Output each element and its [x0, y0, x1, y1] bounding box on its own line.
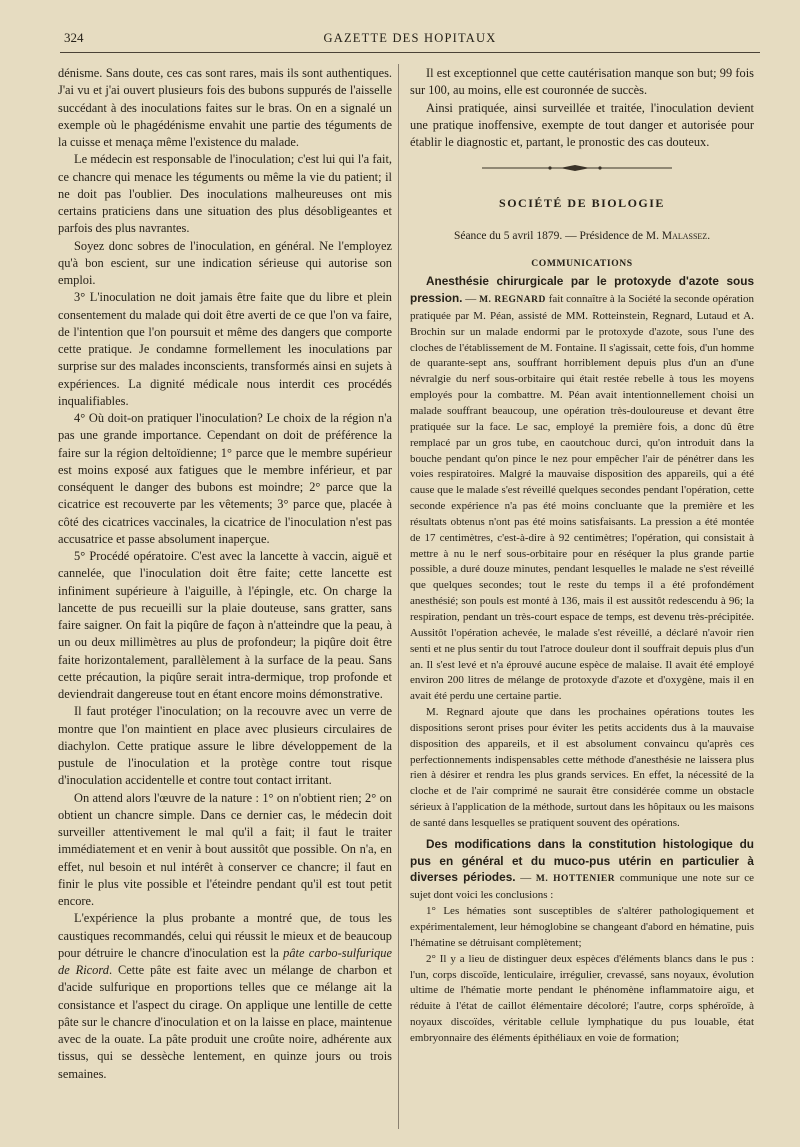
paragraph: Le médecin est responsable de l'inoculation; c'est lui qui l'a fait, ce chancre qui menace les téguments ou même la vie du patient; il ne doit pas l'oublier. Des inoculations malheureuses ont mis certains praticiens dans une situation des plus désobligeantes et parfois des plus navrantes.	[58, 152, 392, 236]
article-title: Anesthésie chirurgicale par le protoxyde d'azote sous pression.	[410, 274, 754, 306]
session-end: .	[707, 229, 711, 242]
dash: —	[515, 872, 536, 885]
conclusion-item: 2° Il y a lieu de distinguer deux espèces d'éléments blancs dans le pus : l'un, corps discoïde, lenticulaire, irrégulier, crevassé, sans noyaux, évolution ultime de l'hématie morte pendant le phénomène inflammatoire aigu, et réduite à l'état de caillot élémentaire décoloré; l'autre, corps sphéroïde, à noyaux discoïdes, véritable cellule lymphatique du pus louable, état embryonnaire des éléments épithéliaux en voie de formation;	[410, 952, 754, 1044]
paragraph: Il est exceptionnel que cette cautérisation manque son but; 99 fois sur 100, au moins, elle est couronnée de succès.	[410, 66, 754, 98]
article-title: Des modifications dans la constitution histologique du pus en général et du muco-pus utérin en particulier à diverses périodes.	[410, 836, 754, 885]
page-number: 324	[64, 30, 84, 45]
paragraph: Ainsi pratiquée, ainsi surveillée et traitée, l'inoculation devient une pratique inoffensive, exempte de tout danger et autorisée pour établir le diagnostic et, partant, le pronostic des cas douteux.	[410, 100, 754, 149]
session-text: Séance du 5 avril 1879. — Présidence de M.	[453, 229, 662, 242]
text-run: . Cette pâte est faite avec un mélange de charbon et d'acide sulfurique en proportions telles que ce mélange ait la consistance et l'aspect du cirage. On applique une lentille de cette pâte sur le chancre d'inoculation et on la laisse en place, maintenue avec de la ouate. La pâte produit une croûte noire, adhérente aux tissus, qui se dessèche lentement, en quinze jours ou trois semaines.	[58, 963, 393, 1081]
section-ornament	[410, 160, 750, 176]
article-anesthesie	[410, 274, 754, 705]
left-column	[58, 65, 392, 1083]
column-divider	[398, 64, 399, 1129]
article-body: fait connaître à la Société la seconde opération pratiquée par M. Péan, assisté de MM. Rotteinstein, Regnard, Lutaud et A. Brochin sur un malade endormi par le protoxyde d'azote, sous l'une des cloches de l'établissement de M. Fontaine. Il s'agissait, cette fois, d'un homme de quarante-sept ans, souffrant horriblement depuis plus d'un an d'une névralgie du nerf sous-orbitaire qui était restée rebelle à tous les moyens employés pour la combattre. M. Péan avait intentionnellement choisi un malade souffrant beaucoup, une opération très-douloureuse et devant être pratiquée sur la face. Le sac, employé la première fois, a donc dû être remplacé par un gros tube, en caoutchouc durci, qu'on introduit dans la bouche pendant qu'on pince le nez pour empêcher l'air de pénétrer dans les voies respiratoires. Malgré la mauvaise disposition des appareils, qui a été cause que le malade s'est réveillé quelques secondes pendant l'opération, cette seconde expérience n'a pas été moins concluante que la première et les résultats obtenus n'ont pas été moins satisfaisants. La pression a été montée de 17 centimètres, c'est-à-dire à 92 centimètres; l'opération, qui consistait à mettre à nu le nerf sous-orbitaire pour en réséquer la plus grande partie possible, a duré douze minutes, pendant lesquelles le malade ne s'est réveillé que quelques secondes; tout le reste du temps il a été profondément anesthésié; son pouls est monté à 136, mais il est aussitôt redescendu à 96; la respiration, pendant un très-court espace de temps, est devenu très-précipitée. Aussitôt l'opération achevée, le malade s'est réveillé, a déclaré n'avoir rien senti et ne plus sentir du tout l'atroce douleur dont il souffrait depuis plus d'un an. Il s'est levé et n'a éprouvé aucune espèce de malaise. Il avait été employé environ 200 litres de mélange de protoxyde d'azote et d'oxygène, mais il en avait été perdu une certaine partie.	[410, 293, 755, 703]
paragraph	[58, 910, 392, 1083]
subheading: COMMUNICATIONS	[531, 258, 633, 269]
session-line	[410, 228, 754, 245]
paragraph: Soyez donc sobres de l'inoculation, en général. Ne l'employez qu'à bon escient, sur une indication sérieuse qui autorise son emploi.	[58, 238, 392, 287]
paragraph: On attend alors l'œuvre de la nature : 1° on n'obtient rien; 2° on obtient un chancre simple. Dans ce dernier cas, le médecin doit surveiller attentivement le mal qu'il a fait; il faut le traiter immédiatement et en venir à bout aussitôt que possible. On n'a, en effet, nul besoin et nul intérêt à conserver ce chancre; il faut en finir le plus vite possible et l'éteindre pendant qu'il est tout petit encore.	[58, 790, 392, 908]
journal-title: GAZETTE DES HOPITAUX	[323, 31, 497, 45]
conclusion-item: 1° Les hématies sont susceptibles de s'altérer pathologiquement et expérimentalement, leur hémoglobine se changeant d'abord en hématine, puis l'hématine se détruisant complètement;	[410, 905, 754, 949]
paragraph: M. Regnard ajoute que dans les prochaines opérations toutes les dispositions seront prises pour éviter les petits accidents dus à la mauvaise disposition des appareils, et il est absolument convaincu qu'après ces perfectionnements indispensables cette méthode d'anesthésie ne laissera plus rien à désirer et rendra les plus grands services. En effet, la nécessité de la cloche et de l'air comprimé ne saurait être considérée comme un obstacle sérieux à l'application de la méthode, surtout dans les hôpitaux ou les maisons de santé dans lesquelles se pratiquent souvent des opérations.	[410, 706, 754, 829]
paragraph: Il faut protéger l'inoculation; on la recouvre avec un verre de montre que l'on maintient en place avec plusieurs circulaires de diachylon. Cette pratique assure le libre développement de la pustule de l'inoculation et la protège contre tout risque d'inoculation accidentelle et contre tout contact irritant.	[58, 704, 392, 788]
paragraph: 5° Procédé opératoire. C'est avec la lancette à vaccin, aiguë et cannelée, que l'inoculation doit être faite; cette lancette est infiniment supérieure à l'aiguille, à l'épingle, etc. On charge la lancette de pus recueilli sur la plaie douteuse, sans gratter, sans faire saigner. On fait la piqûre de façon à n'atteindre que la peau, à un ou deux millimètres au plus de profondeur; la piqûre doit être faite horizontalement, parallèlement à la surface de la peau. Sans cette précaution, la piqûre serait intra-dermique, trop profonde et deviendrait dangereuse tout en étant encore moins démonstrative.	[58, 549, 392, 701]
right-column	[410, 65, 754, 1047]
italic-term: pâte carbo-sulfurique de Ricord	[58, 945, 392, 977]
session-president: Malassez	[661, 229, 708, 242]
section-title: SOCIÉTÉ DE BIOLOGIE	[499, 195, 665, 210]
article-author: M. HOTTENIER	[535, 874, 616, 885]
header-rule	[60, 52, 760, 53]
article-body: communique une note sur ce sujet dont voici les conclusions :	[410, 872, 755, 902]
article-author: M. REGNARD	[479, 295, 546, 306]
text-run: L'expérience la plus probante a montré que, de tous les caustiques recommandés, celui qui réussit le mieux et de beaucoup pour détruire le chancre d'inoculation est la	[58, 911, 392, 960]
paragraph: 3° L'inoculation ne doit jamais être faite que du libre et plein consentement du malade qui doit être averti de ce que l'on va faire, de l'intention que l'on poursuit et même des dangers que comporte cette pratique. Je condamne formellement les inoculations par surprise sur des malades inconscients, transformés ainsi en sujets à expériences. La dignité médicale nous interdit ces procédés inqualifiables.	[58, 290, 392, 408]
article-modifications	[410, 837, 754, 904]
dash: —	[462, 293, 480, 306]
page-header	[60, 26, 760, 52]
paragraph: 4° Où doit-on pratiquer l'inoculation? Le choix de la région n'a pas une grande importance. Cependant on doit de préférence la faire sur la région deltoïdienne; 1° parce que le membre supérieur est moins exposé aux fatigues que le membre inférieur, et par conséquent le danger des bubons est moindre; 2° parce que la cicatrice est recouverte par les vêtements; 3° parce que, placée à côté des cicatrices vaccinales, la cicatrice de l'inoculation n'est pas accusatrice et passe absolument inaperçue.	[58, 411, 392, 546]
paragraph: dénisme. Sans doute, ces cas sont rares, mais ils sont authentiques. J'ai vu et j'ai ouvert plusieurs fois des bubons suppurés de l'aisselle succédant à des inoculations faites sur le bras. On en a signalé un exemple où le phagédénisme envahit une partie des téguments de la cuisse et menaça même l'existence du malade.	[58, 66, 392, 149]
